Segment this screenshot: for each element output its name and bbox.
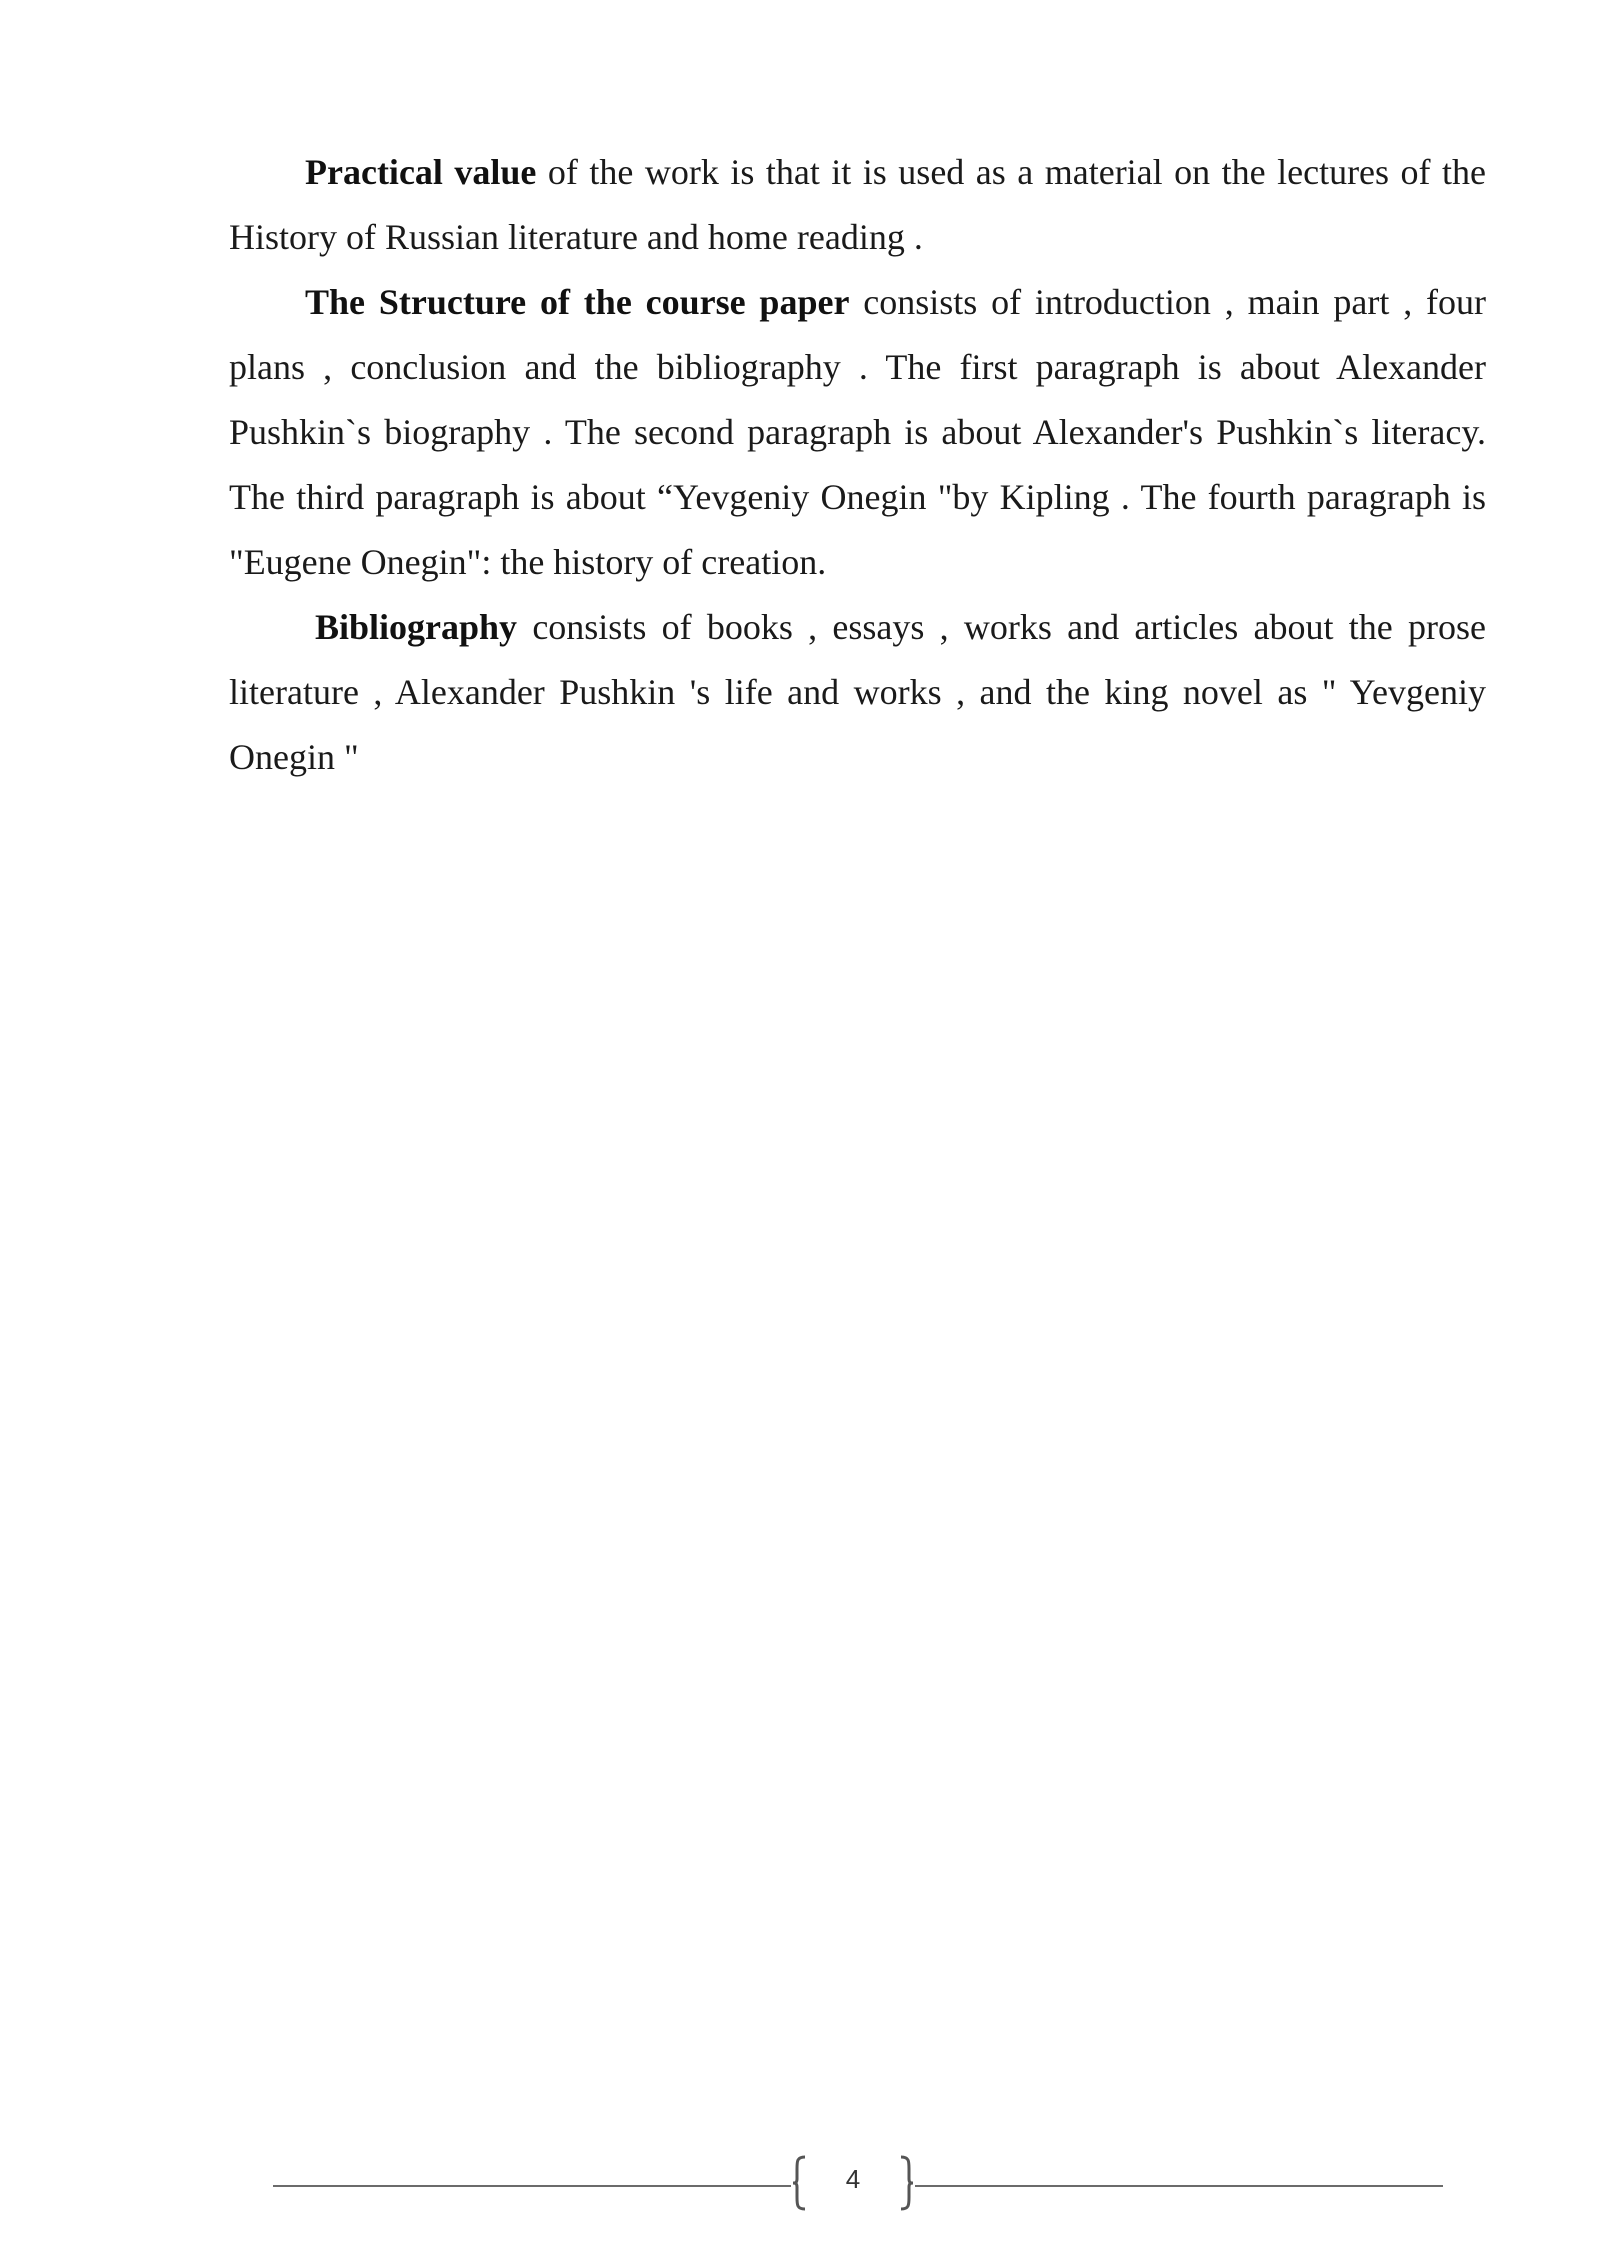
paragraph-practical-value — [229, 140, 1486, 270]
page-number: 4 — [845, 2164, 861, 2194]
footer-rule-right — [915, 2185, 1443, 2187]
close-brace-icon — [899, 2155, 915, 2211]
body-text — [229, 140, 1486, 790]
paragraph-structure — [229, 270, 1486, 595]
paragraph-body: consists of introduction , main part , four plans , conclusion and the bibliography . The first paragraph is about Alexander Pushkin`s biography . The second paragraph is about Alexander's Pushkin`s literacy. The third paragraph is about “Yevgeniy Onegin "by Kipling . The fourth paragraph is "Eugene Onegin": the history of creation. — [229, 282, 1487, 582]
footer-rule-left — [273, 2185, 791, 2187]
page-footer — [273, 2150, 1443, 2220]
paragraph-heading: The Structure of the course paper — [305, 282, 850, 322]
paragraph-heading: Practical value — [305, 152, 537, 192]
open-brace-icon — [791, 2155, 807, 2211]
paragraph-heading: Bibliography — [315, 607, 518, 647]
paragraph-body: consists of books , essays , works and articles about the prose literature , Alexander Pushkin 's life and works , and the king novel as " Yevgeniy Onegin " — [229, 607, 1486, 777]
paragraph-bibliography — [229, 595, 1486, 790]
paragraph-body: of the work is that it is used as a material on the lectures of the History of Russian literature and home reading . — [229, 152, 1486, 257]
